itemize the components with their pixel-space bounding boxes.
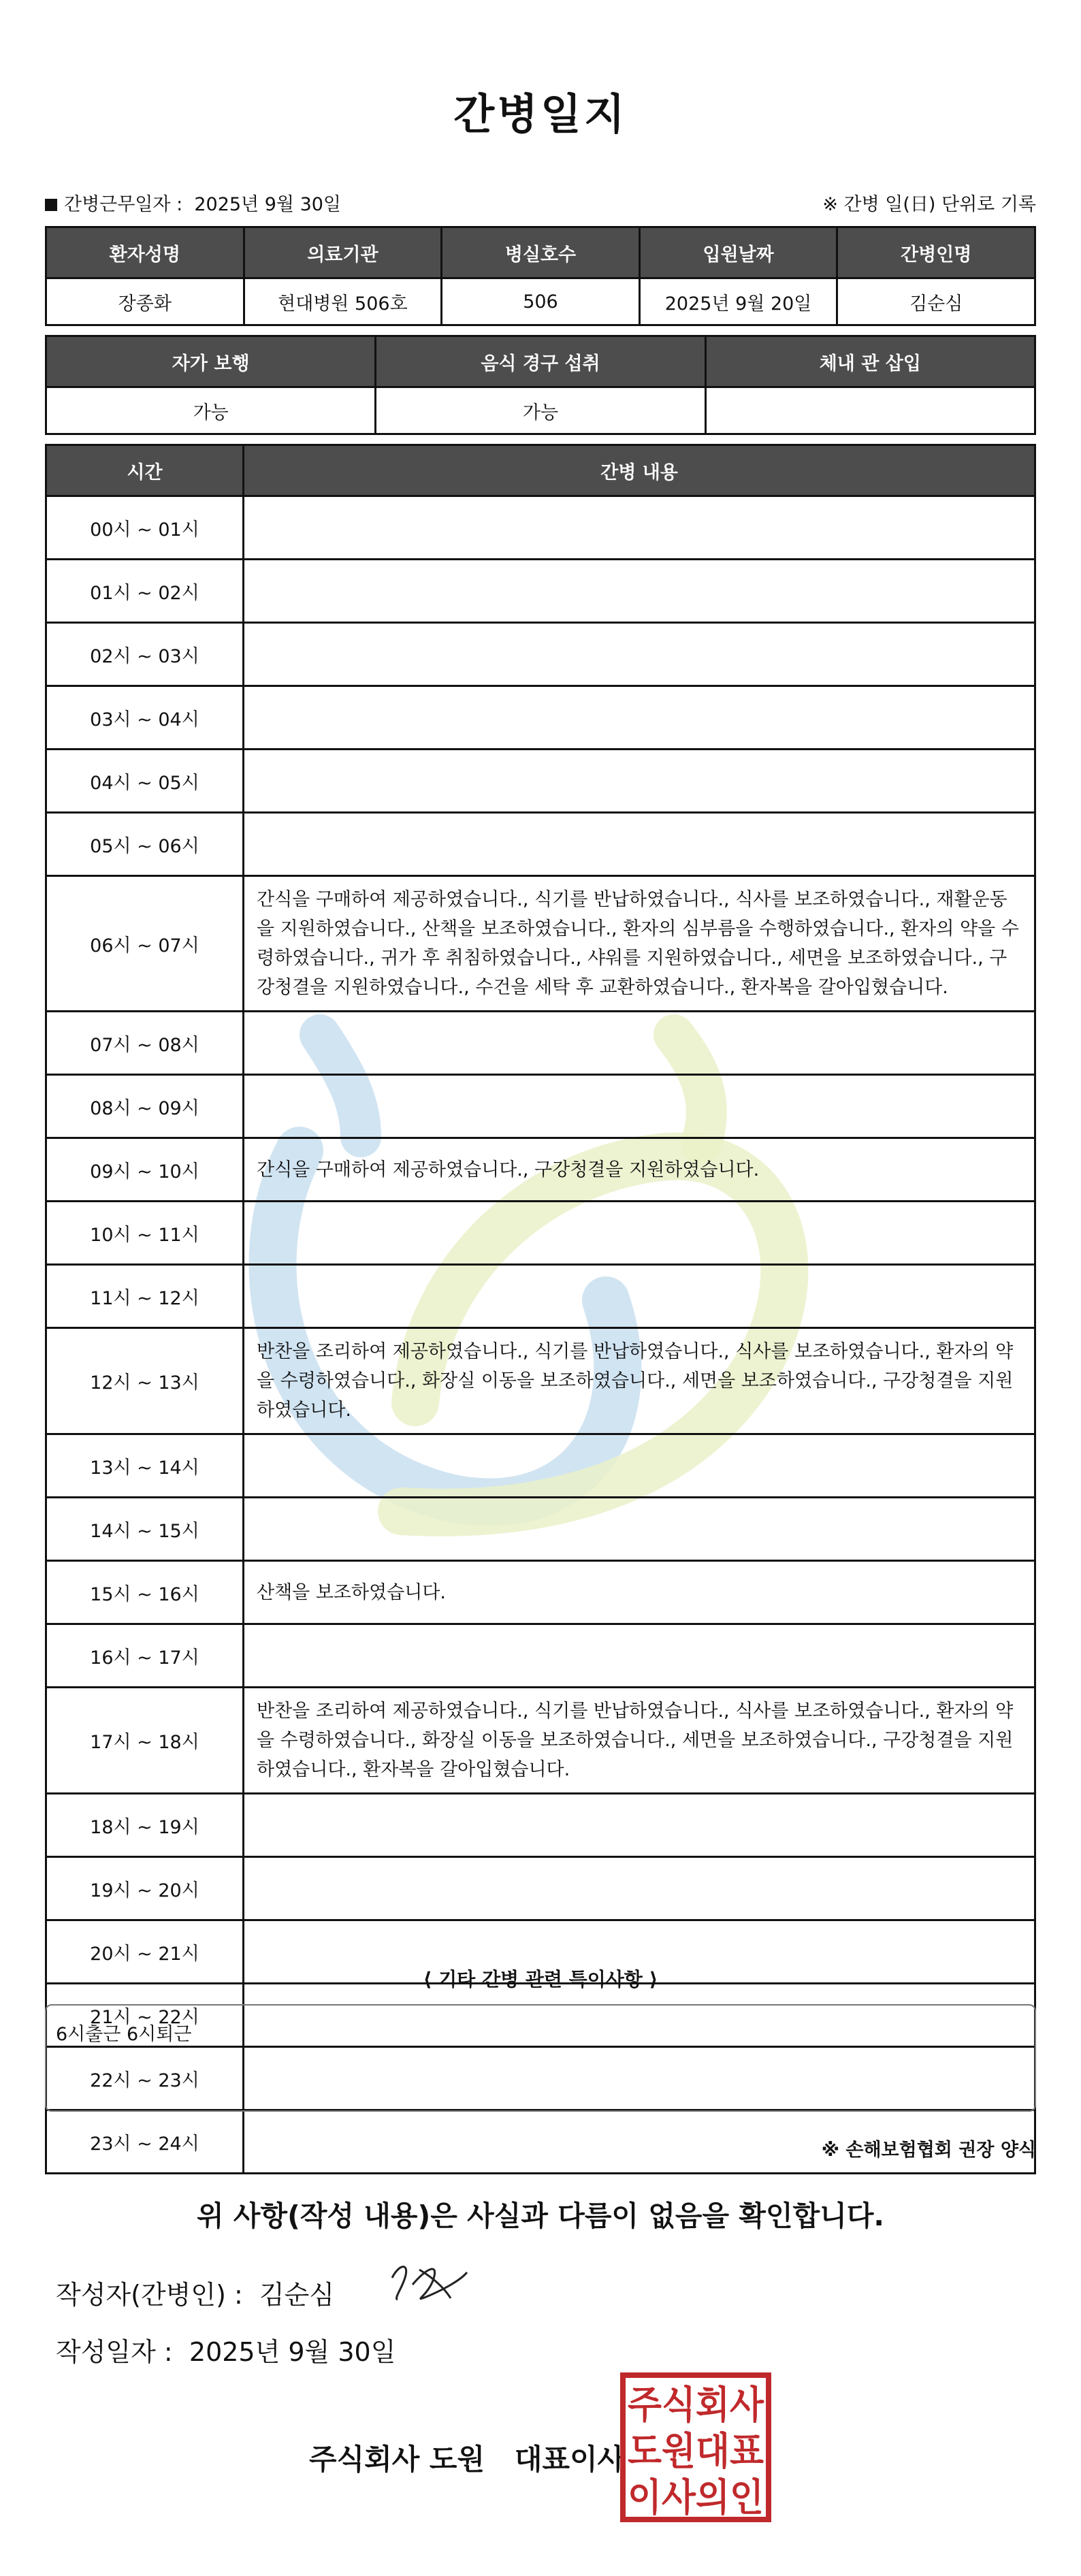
log-row — [46, 1075, 1035, 1138]
tube-value — [705, 387, 1035, 434]
admission-date: 2025년 9월 20일 — [639, 278, 837, 325]
company-seal — [619, 2372, 772, 2523]
log-row — [46, 623, 1035, 686]
log-row — [46, 750, 1035, 813]
header-walking: 자가 보행 — [46, 336, 376, 387]
log-content: 간식을 구매하여 제공하였습니다., 식기를 반납하였습니다., 식사를 보조하였습니다., 재활운동을 지원하였습니다., 산책을 보조하였습니다., 환자의 심부름을 수행하였습니다., 환자의 약을 수령하였습니다., 귀가 후 취침하였습니다., 샤워를 지원하였습니다., 세면을 보조하였습니다., 구강청결을 지원하였습니다., 수건을 세탁 후 교환하였습니다., 환자복을 갈아입혔습니다. — [244, 876, 1035, 1012]
log-row — [46, 876, 1035, 1012]
log-content — [244, 1857, 1035, 1920]
log-row — [46, 1265, 1035, 1328]
log-row — [46, 1561, 1035, 1624]
log-row — [46, 1498, 1035, 1561]
log-content — [244, 1434, 1035, 1498]
date-label: 작성일자 : — [56, 2337, 173, 2367]
log-time: 21시 ~ 22시 — [46, 1984, 244, 2047]
table-header-row — [46, 227, 1035, 278]
seal-line-2: 도원대표 — [628, 2430, 764, 2474]
log-content: 반찬을 조리하여 제공하였습니다., 식기를 반납하였습니다., 식사를 보조하였습니다., 환자의 약을 수령하였습니다., 화장실 이동을 보조하였습니다., 세면을 보조하였습니다., 구강청결을 지원하였습니다. — [244, 1328, 1035, 1434]
log-content: 반찬을 조리하여 제공하였습니다., 식기를 반납하였습니다., 식사를 보조하였습니다., 환자의 약을 수령하였습니다., 화장실 이동을 보조하였습니다., 세면을 보조하였습니다., 구강청결을 지원하였습니다., 환자복을 갈아입혔습니다. — [244, 1688, 1035, 1794]
seal-line-3: 이사의인 — [628, 2476, 764, 2520]
work-date-value: 2025년 9월 30일 — [194, 194, 342, 215]
header-tube: 체내 관 삽입 — [705, 336, 1035, 387]
writer-label: 작성자(간병인) : — [56, 2280, 243, 2310]
date-value: 2025년 9월 30일 — [189, 2337, 396, 2367]
log-content — [244, 1624, 1035, 1688]
log-row — [46, 1012, 1035, 1075]
header-oral-intake: 음식 경구 섭취 — [376, 336, 705, 387]
page-title: 간병일지 — [453, 89, 628, 139]
work-date-label: 간병근무일자 : — [64, 194, 183, 215]
ability-table — [45, 335, 1036, 435]
unit-note: ※ 간병 일(日) 단위로 기록 — [822, 194, 1036, 215]
header-patient-name: 환자성명 — [46, 227, 244, 278]
log-row — [46, 1688, 1035, 1794]
log-content — [244, 813, 1035, 876]
log-time: 06시 ~ 07시 — [46, 876, 244, 1012]
work-date — [45, 189, 341, 216]
log-time: 17시 ~ 18시 — [46, 1688, 244, 1794]
log-time: 16시 ~ 17시 — [46, 1624, 244, 1688]
log-row — [46, 1138, 1035, 1202]
log-content — [244, 496, 1035, 560]
log-time: 19시 ~ 20시 — [46, 1857, 244, 1920]
header-hospital: 의료기관 — [244, 227, 442, 278]
table-row — [46, 278, 1035, 325]
log-row — [46, 1202, 1035, 1265]
log-time: 03시 ~ 04시 — [46, 686, 244, 750]
room-number: 506 — [442, 278, 640, 325]
log-time: 18시 ~ 19시 — [46, 1794, 244, 1857]
log-time: 20시 ~ 21시 — [46, 1920, 244, 1984]
log-time: 07시 ~ 08시 — [46, 1012, 244, 1075]
log-time: 08시 ~ 09시 — [46, 1075, 244, 1138]
log-content — [244, 1794, 1035, 1857]
log-time: 09시 ~ 10시 — [46, 1138, 244, 1202]
log-time: 02시 ~ 03시 — [46, 623, 244, 686]
log-row — [46, 1794, 1035, 1857]
log-time: 05시 ~ 06시 — [46, 813, 244, 876]
log-row — [46, 560, 1035, 623]
walking-value: 가능 — [46, 387, 376, 434]
header-caregiver: 간병인명 — [837, 227, 1035, 278]
date-line — [56, 2331, 396, 2368]
log-content: 산책을 보조하였습니다. — [244, 1561, 1035, 1624]
log-content — [244, 750, 1035, 813]
log-row — [46, 1434, 1035, 1498]
header-time: 시간 — [46, 445, 244, 496]
writer-line — [56, 2274, 334, 2311]
log-content — [244, 1498, 1035, 1561]
header-content: 간병 내용 — [244, 445, 1035, 496]
log-content — [244, 1202, 1035, 1265]
log-content — [244, 1265, 1035, 1328]
square-bullet-icon — [45, 199, 57, 211]
log-time: 13시 ~ 14시 — [46, 1434, 244, 1498]
patient-name: 장종화 — [46, 278, 244, 325]
table-row — [46, 387, 1035, 434]
log-time: 14시 ~ 15시 — [46, 1498, 244, 1561]
signature — [385, 2257, 474, 2308]
log-row — [46, 1624, 1035, 1688]
log-content — [244, 686, 1035, 750]
log-time: 10시 ~ 11시 — [46, 1202, 244, 1265]
notes-text: 6시출근 6시퇴근 — [56, 2024, 192, 2045]
log-time: 01시 ~ 02시 — [46, 560, 244, 623]
log-row — [46, 686, 1035, 750]
log-time: 04시 ~ 05시 — [46, 750, 244, 813]
care-log-table — [45, 444, 1036, 2174]
log-time: 23시 ~ 24시 — [46, 2110, 244, 2174]
seal-line-1: 주식회사 — [628, 2383, 764, 2428]
writer-name: 김순심 — [259, 2280, 335, 2310]
log-time: 11시 ~ 12시 — [46, 1265, 244, 1328]
table-header-row — [46, 445, 1035, 496]
log-row — [46, 496, 1035, 560]
log-time: 00시 ~ 01시 — [46, 496, 244, 560]
header-room: 병실호수 — [442, 227, 640, 278]
log-time: 12시 ~ 13시 — [46, 1328, 244, 1434]
log-time: 15시 ~ 16시 — [46, 1561, 244, 1624]
patient-info-table — [45, 226, 1036, 326]
log-content: 간식을 구매하여 제공하였습니다., 구강청결을 지원하였습니다. — [244, 1138, 1035, 1202]
log-content — [244, 623, 1035, 686]
table-header-row — [46, 336, 1035, 387]
header-admission-date: 입원날짜 — [639, 227, 837, 278]
log-content — [244, 1075, 1035, 1138]
caregiver-name: 김순심 — [837, 278, 1035, 325]
log-row — [46, 813, 1035, 876]
log-row — [46, 1328, 1035, 1434]
notes-box — [45, 2004, 1036, 2112]
confirmation-statement: 위 사항(작성 내용)은 사실과 다름이 없음을 확인합니다. — [196, 2200, 885, 2232]
notes-title: ⟨ 기타 간병 관련 특이사항 ⟩ — [423, 1968, 658, 1991]
hospital: 현대병원 506호 — [244, 278, 442, 325]
company-name: 주식회사 도원 대표이사 — [309, 2443, 626, 2476]
oral-intake-value: 가능 — [376, 387, 705, 434]
log-row — [46, 1857, 1035, 1920]
log-content — [244, 1012, 1035, 1075]
form-source-note: ※ 손해보험협회 권장 양식 — [821, 2140, 1036, 2161]
log-content — [244, 560, 1035, 623]
log-time: 22시 ~ 23시 — [46, 2047, 244, 2110]
